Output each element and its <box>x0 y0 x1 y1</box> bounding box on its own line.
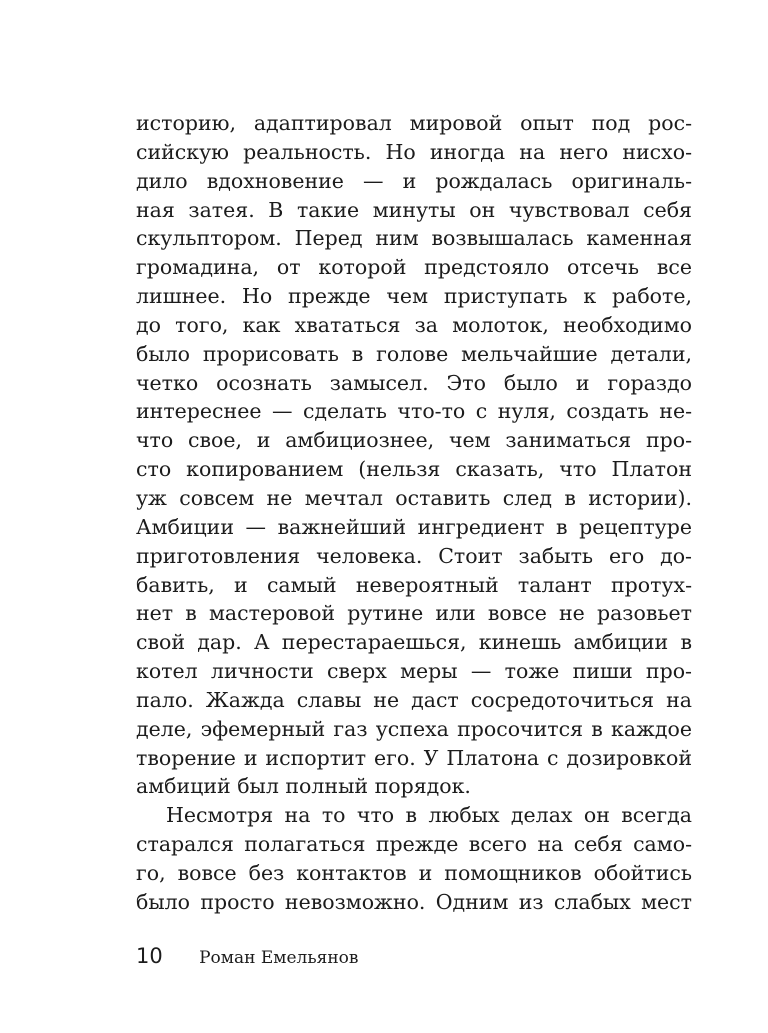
text-line: старался полагаться прежде всего на себя само- <box>136 832 692 857</box>
text-line: свой дар. А перестараешься, кинешь амбиции в <box>136 630 692 655</box>
text-line: Амбиции — важнейший ингредиент в рецептуре <box>136 514 692 539</box>
author-name: Роман Емельянов <box>199 948 359 968</box>
paragraph-2 <box>136 801 692 916</box>
text-line: нет в мастеровой рутине или вовсе не разовьет <box>136 601 692 626</box>
page-number: 10 <box>136 944 163 968</box>
text-line: сто копированием (нельзя сказать, что Платон <box>136 457 692 482</box>
text-line: историю, адаптировал мировой опыт под рос- <box>136 111 692 135</box>
text-line: дило вдохновение — и рождалась оригиналь- <box>136 168 692 193</box>
text-line: уж совсем не мечтал оставить след в истории). <box>136 485 692 510</box>
text-line: лишнее. Но прежде чем приступать к работе, <box>136 284 692 309</box>
text-line: Несмотря на то что в любых делах он всегда <box>166 803 692 828</box>
page-footer <box>136 942 358 970</box>
text-line: приготовления человека. Стоит забыть его до- <box>136 543 692 568</box>
text-line: было прорисовать в голове мельчайшие детали, <box>136 341 692 366</box>
text-line: четко осознать замысел. Это было и гораздо <box>136 370 692 395</box>
text-line: бавить, и самый невероятный талант протух- <box>136 572 692 597</box>
body-text <box>136 109 692 917</box>
text-line: до того, как хвататься за молоток, необходимо <box>136 312 692 337</box>
text-line: было просто невозможно. Одним из слабых мест <box>136 889 692 914</box>
text-line: деле, эфемерный газ успеха просочится в каждое <box>136 716 692 741</box>
text-line: котел личности сверх меры — тоже пиши про- <box>136 659 692 684</box>
paragraph-1 <box>136 109 692 801</box>
text-line: ная затея. В такие минуты он чувствовал себя <box>136 197 692 222</box>
text-line: скульптором. Перед ним возвышалась каменная <box>136 226 692 251</box>
text-line: го, вовсе без контактов и помощников обойтись <box>136 860 692 885</box>
text-line: интереснее — сделать что-то с нуля, создать не- <box>136 399 692 424</box>
text-line: творение и испортит его. У Платона с дозировкой <box>136 745 692 770</box>
text-line: что свое, и амбициознее, чем заниматься про- <box>136 428 692 453</box>
text-line: громадина, от которой предстояло отсечь все <box>136 255 692 280</box>
text-line: амбиций был полный порядок. <box>136 774 471 799</box>
text-line: пало. Жажда славы не даст сосредоточиться на <box>136 687 692 712</box>
text-line: сийскую реальность. Но иногда на него нисхо- <box>136 139 692 164</box>
